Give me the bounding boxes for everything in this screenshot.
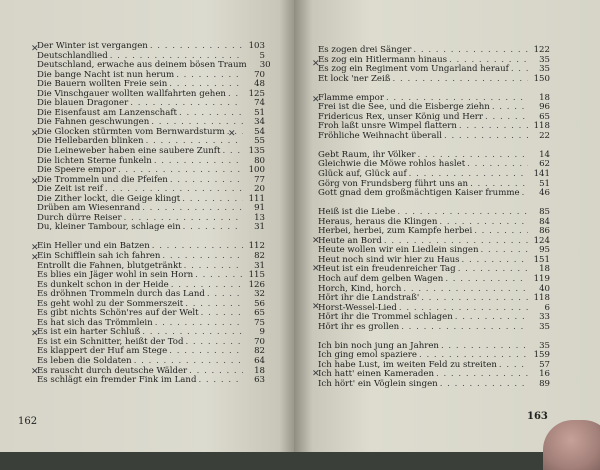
- entry-page-number: 84: [539, 216, 550, 227]
- dot-leader: [485, 113, 528, 123]
- entry-page-number: 51: [254, 107, 265, 118]
- entry-title: Es schlägt ein fremder Fink im Land: [37, 375, 197, 386]
- pencil-cross-mark: ✕: [31, 44, 39, 54]
- dot-leader: [458, 265, 528, 275]
- entry-title: Der Winter ist vergangen: [37, 41, 148, 51]
- entry-page-number: 111: [248, 193, 265, 204]
- entry-title: Heut noch sind wir hier zu Haus: [318, 254, 460, 265]
- dot-leader: [176, 71, 243, 81]
- entry-page-number: 56: [254, 298, 265, 309]
- right-page-number: 163: [527, 411, 548, 422]
- entry-title: Gebt Raum, ihr Völker: [318, 149, 416, 160]
- dot-leader: [222, 147, 243, 157]
- dot-leader: [474, 227, 528, 237]
- entry-title: Die Hellebarden blinken: [37, 136, 144, 147]
- entry-page-number: 119: [533, 273, 550, 284]
- dot-leader: [499, 361, 528, 371]
- entry-title: Glück auf, Glück auf: [318, 169, 407, 180]
- entry-title: Es klappert der Huf am Stege: [37, 346, 168, 357]
- entry-title: Herbei, herbei, zum Kampfe herbei: [318, 226, 473, 237]
- entry-page-number: 118: [533, 293, 550, 304]
- entry-page-number: 35: [539, 321, 550, 332]
- entry-title: Es dunkelt schon in der Heide: [37, 279, 169, 290]
- entry-title: Es hat sich das Trömmlein: [37, 317, 153, 328]
- entry-page-number: 33: [539, 312, 550, 323]
- dot-leader: [170, 176, 243, 186]
- dot-leader: [155, 319, 243, 329]
- entry-page-number: 150: [533, 73, 550, 84]
- entry-title: Ein Schifflein sah ich fahren: [37, 250, 161, 261]
- entry-page-number: 9: [259, 327, 265, 338]
- entry-title: Die Glocken stürmten vom Bernwardsturm: [37, 126, 225, 137]
- index-entry: [37, 376, 265, 386]
- entry-page-number: 80: [254, 155, 265, 166]
- entry-page-number: 31: [254, 222, 265, 233]
- entry-page-number: 22: [539, 130, 550, 141]
- entry-page-number: 30: [259, 60, 271, 71]
- entry-page-number: 95: [539, 245, 550, 256]
- left-index-list: [37, 41, 271, 386]
- pencil-cross-mark: ✕: [312, 302, 320, 312]
- dot-leader: [183, 223, 243, 233]
- pencil-cross-mark: ✕: [31, 329, 39, 339]
- entry-page-number: 112: [248, 241, 265, 252]
- entry-title: Fridericus Rex, unser König und Herr: [318, 111, 484, 122]
- dot-leader: [441, 342, 528, 352]
- dot-leader: [462, 256, 528, 266]
- entry-page-number: 82: [254, 250, 265, 261]
- entry-title: Die Zeit ist reif: [37, 184, 103, 195]
- entry-title: Ich bin noch jung an Jahren: [318, 340, 439, 351]
- pencil-cross-mark: ✕: [31, 367, 39, 377]
- entry-page-number: 85: [539, 207, 550, 218]
- entry-page-number: 48: [254, 79, 265, 90]
- entry-title: Ich hatt' einen Kameraden: [318, 369, 434, 380]
- entry-page-number: 70: [254, 69, 265, 80]
- entry-page-number: 91: [254, 203, 265, 214]
- entry-page-number: 51: [539, 178, 550, 189]
- entry-title: Es zogen drei Sänger: [318, 45, 412, 55]
- entry-page-number: 14: [539, 149, 550, 160]
- dot-leader: [511, 65, 528, 75]
- entry-title: Es rauscht durch deutsche Wälder: [37, 365, 188, 376]
- entry-title: Es ist ein harter Schluß: [37, 327, 141, 338]
- dot-leader: [201, 309, 243, 319]
- entry-page-number: 6: [544, 302, 550, 313]
- pencil-cross-mark: ✕: [312, 236, 320, 246]
- dot-leader: [228, 90, 243, 100]
- entry-page-number: 62: [539, 159, 550, 170]
- dot-leader: [169, 347, 243, 357]
- entry-page-number: 65: [254, 308, 265, 319]
- entry-title: Es geht wohl zu der Sommerszeit: [37, 298, 184, 309]
- entry-title: Hört ihr es grollen: [318, 321, 400, 332]
- dot-leader: [403, 285, 528, 295]
- entry-page-number: 20: [254, 184, 265, 195]
- right-page: [294, 0, 600, 452]
- entry-page-number: 125: [248, 88, 265, 99]
- entry-title: Hört ihr die Trommel schlagen: [318, 312, 453, 323]
- right-index-list: [318, 46, 550, 390]
- dot-leader: [455, 313, 528, 323]
- dot-leader: [189, 367, 243, 377]
- entry-title: Die Zither lockt, die Geige klingt: [37, 193, 181, 204]
- pencil-cross-mark: ✕: [312, 264, 320, 274]
- entry-page-number: 32: [254, 289, 265, 300]
- entry-title: Ein Heller und ein Batzen: [37, 241, 150, 252]
- entry-page-number: 124: [533, 235, 550, 246]
- entry-title: Froh laßt unsre Wimpel flattern: [318, 121, 457, 132]
- entry-title: Heute wollen wir ein Liedlein singen: [318, 245, 479, 256]
- entry-title: Horst-Wessel-Lied: [318, 302, 397, 313]
- dot-leader: [444, 132, 528, 142]
- entry-title: Flamme empor: [318, 92, 384, 103]
- left-page: [0, 0, 294, 452]
- pencil-cross-mark: ✕: [31, 177, 39, 187]
- index-entry: [318, 189, 550, 199]
- entry-page-number: 35: [539, 64, 550, 75]
- entry-title: Die Vinschgauer wollten wallfahrten gehen: [37, 88, 226, 99]
- entry-title: Ich ging emol spaziere: [318, 350, 417, 361]
- entry-page-number: 74: [254, 98, 265, 109]
- dot-leader: [445, 275, 528, 285]
- entry-page-number: 82: [254, 346, 265, 357]
- entry-title: Die Trommeln und die Pfeifen: [37, 174, 168, 185]
- pencil-cross-mark: ✕: [228, 129, 236, 139]
- entry-title: Entrollt die Fahnen, blutgetränkt: [37, 260, 182, 271]
- dot-leader: [421, 294, 528, 304]
- entry-page-number: 115: [248, 270, 265, 281]
- entry-page-number: 122: [533, 45, 550, 55]
- entry-title: Es ist ein Schnitter, heißt der Tod: [37, 336, 184, 347]
- entry-title: Die bange Nacht ist nun herum: [37, 69, 175, 80]
- entry-title: Fröhliche Weihnacht überall: [318, 130, 442, 141]
- dot-leader: [195, 271, 243, 281]
- entry-page-number: 31: [254, 260, 265, 271]
- entry-page-number: 141: [533, 169, 550, 180]
- entry-title: Ich hört' ein Vöglein singen: [318, 378, 438, 389]
- pencil-cross-mark: ✕: [312, 95, 320, 105]
- dot-leader: [207, 290, 243, 300]
- entry-page-number: 54: [254, 126, 265, 137]
- entry-page-number: 65: [539, 111, 550, 122]
- entry-page-number: 40: [539, 283, 550, 294]
- entry-page-number: 96: [539, 102, 550, 113]
- entry-page-number: 18: [254, 365, 265, 376]
- entry-page-number: 151: [533, 254, 550, 265]
- pencil-cross-mark: ✕: [31, 129, 39, 139]
- entry-title: Et lock 'ner Zeiß: [318, 73, 391, 84]
- entry-page-number: 118: [533, 121, 550, 132]
- entry-title: Hoch auf dem gelben Wagen: [318, 273, 444, 284]
- pencil-cross-mark: ✕: [31, 253, 39, 263]
- dot-leader: [179, 109, 243, 119]
- entry-title: Heraus, heraus die Klingen: [318, 216, 438, 227]
- entry-title: Deutschlandlied: [37, 50, 108, 61]
- dot-leader: [142, 204, 243, 214]
- entry-page-number: 46: [539, 188, 550, 199]
- entry-title: Ich habe Lust, im weiten Feld zu streiten: [318, 359, 497, 370]
- entry-title: Die Fahnen geschwungen: [37, 117, 150, 128]
- entry-title: Deutschland, erwache aus deinem bösen Traum: [37, 60, 247, 71]
- dot-leader: [459, 122, 528, 132]
- dot-leader: [182, 195, 243, 205]
- dot-leader: [401, 323, 528, 333]
- dot-leader: [150, 42, 243, 52]
- entry-page-number: 126: [248, 279, 265, 290]
- entry-page-number: 13: [254, 212, 265, 223]
- entry-title: Die Speere empor: [37, 165, 116, 176]
- entry-title: Heut ist ein freudenreicher Tag: [318, 264, 456, 275]
- dot-leader: [198, 376, 243, 386]
- entry-title: Die Leineweber haben eine saubere Zunft: [37, 146, 221, 157]
- entry-title: Es gibt nichts Schön'res auf der Welt: [37, 308, 199, 319]
- dot-leader: [154, 157, 243, 167]
- entry-title: Es zog ein Hitlermann hinaus: [318, 54, 448, 65]
- entry-page-number: 63: [254, 375, 265, 386]
- entry-page-number: 35: [539, 340, 550, 351]
- entry-page-number: 75: [254, 317, 265, 328]
- entry-page-number: 18: [539, 92, 550, 103]
- entry-page-number: 16: [539, 369, 550, 380]
- index-entry: [318, 323, 550, 333]
- entry-title: Horch, Kind, horch: [318, 283, 402, 294]
- entry-title: Görg von Frundsberg führt uns an: [318, 178, 469, 189]
- entry-title: Es zog ein Regiment vom Ungarland herauf: [318, 64, 509, 75]
- index-entry: [37, 223, 265, 233]
- index-entry: [318, 380, 550, 390]
- entry-title: Hört ihr die Landstraß': [318, 293, 420, 304]
- entry-title: Gleichwie die Möwe rohlos haslet: [318, 159, 466, 170]
- entry-title: Durch dürre Reiser: [37, 212, 122, 223]
- entry-page-number: 57: [539, 359, 550, 370]
- dot-leader: [492, 103, 528, 113]
- entry-title: Drüben am Wiesenrand: [37, 203, 141, 214]
- entry-page-number: 34: [254, 117, 265, 128]
- dot-leader: [481, 246, 528, 256]
- pencil-cross-mark: ✕: [312, 369, 320, 379]
- entry-page-number: 35: [539, 54, 550, 65]
- thumb-photo-detail: [543, 420, 600, 470]
- pencil-cross-mark: ✕: [312, 59, 320, 69]
- entry-title: Die Eisenfaust am Lanzenschaft: [37, 107, 177, 118]
- index-entry: [318, 132, 550, 142]
- pencil-cross-mark: ✕: [31, 243, 39, 253]
- entry-title: Du, kleiner Tambour, schlage ein: [37, 222, 181, 233]
- entry-page-number: 18: [539, 264, 550, 275]
- entry-title: Es leben die Soldaten: [37, 356, 132, 366]
- dot-leader: [440, 380, 528, 390]
- entry-page-number: 135: [248, 146, 265, 157]
- entry-title: Die blauen Dragoner: [37, 98, 129, 109]
- entry-page-number: 100: [248, 165, 265, 176]
- dot-leader: [467, 160, 528, 170]
- entry-title: Heiß ist die Liebe: [318, 207, 396, 218]
- dot-leader: [436, 370, 528, 380]
- index-entry: [318, 75, 550, 85]
- entry-page-number: 77: [254, 174, 265, 185]
- entry-page-number: 86: [539, 226, 550, 237]
- entry-title: Die Bauern wollten Freie sein: [37, 79, 168, 90]
- left-page-number: 162: [18, 416, 38, 427]
- entry-page-number: 159: [533, 350, 550, 361]
- dot-leader: [393, 75, 528, 85]
- entry-title: Gott gnad dem großmächtigen Kaiser frumme: [318, 188, 520, 199]
- dot-leader: [185, 338, 243, 348]
- entry-title: Es blies ein Jäger wohl in sein Horn: [37, 270, 194, 281]
- entry-title: Es dröhnen Trommeln durch das Land: [37, 289, 205, 300]
- entry-page-number: 70: [254, 336, 265, 347]
- entry-page-number: 89: [539, 378, 550, 389]
- entry-page-number: 5: [259, 50, 265, 61]
- entry-title: Frei ist die See, und die Eisberge ziehn: [318, 102, 490, 113]
- entry-page-number: 55: [254, 136, 265, 147]
- entry-page-number: 64: [254, 356, 265, 366]
- entry-page-number: 103: [248, 41, 265, 51]
- entry-title: Die lichten Sterne funkeln: [37, 155, 152, 166]
- entry-title: Heute an Bord: [318, 235, 382, 246]
- dot-leader: [152, 242, 243, 252]
